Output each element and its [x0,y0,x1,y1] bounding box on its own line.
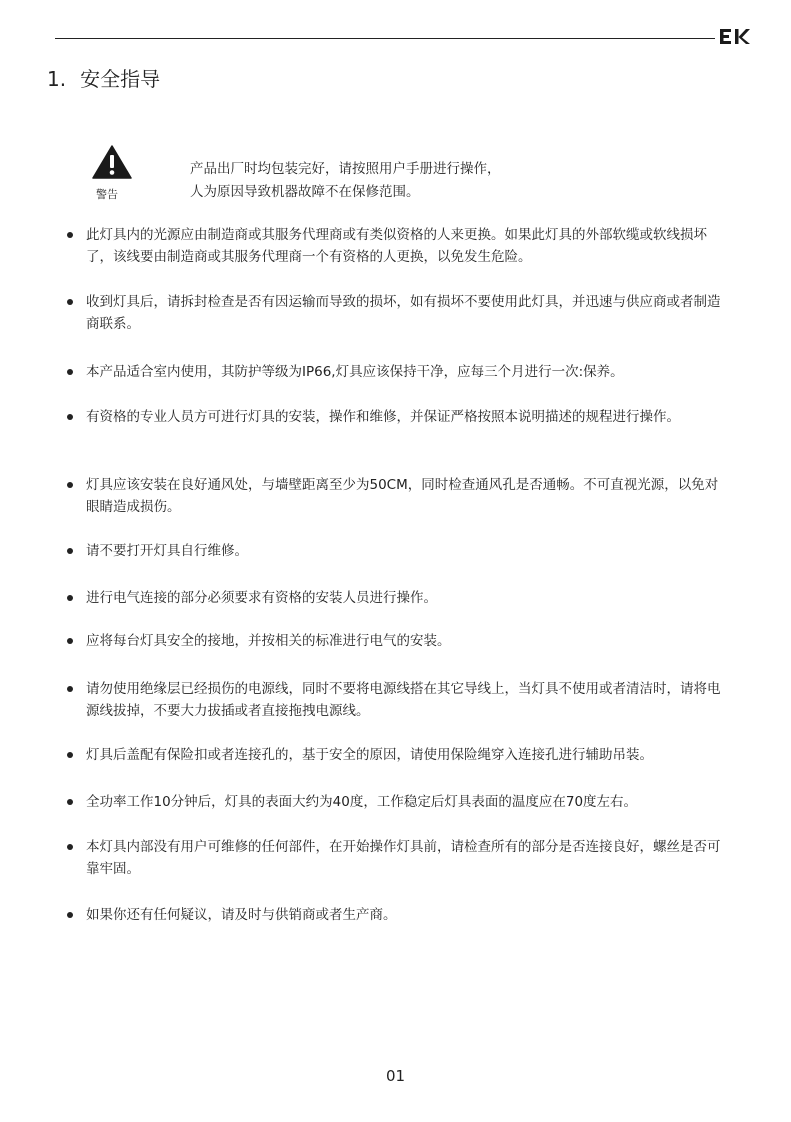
warning-line: 人为原因导致机器故障不在保修范围。 [190,184,420,200]
bullet-icon [67,299,73,305]
list-item [86,836,728,880]
warning-icon [92,145,132,179]
list-item [86,406,728,428]
list-item [86,540,728,562]
bullet-icon [67,799,73,805]
list-item-text: 应将每台灯具安全的接地，并按相关的标准进行电气的安装。 [86,633,451,649]
list-item [86,474,728,518]
list-item [86,224,728,268]
section-title-text: 安全指导 [80,67,161,91]
bullet-icon [67,232,73,238]
bullet-icon [67,844,73,850]
bullet-icon [67,686,73,692]
section-title [47,63,160,92]
page-number: 01 [385,1067,406,1085]
list-item [86,630,728,652]
ek-logo [718,26,752,48]
list-item [86,361,728,383]
list-item-text: 灯具应该安装在良好通风处，与墙壁距离至少为50CM，同时检查通风孔是否通畅。不可直视光源，以免对眼睛造成损伤。 [86,477,719,515]
list-item-text: 本灯具内部没有用户可维修的任何部件，在开始操作灯具前，请检查所有的部分是否连接良好，螺丝是否可靠牢固。 [86,839,721,877]
bullet-icon [67,548,73,554]
list-item [86,904,728,926]
header-rule [55,38,715,39]
list-item-text: 有资格的专业人员方可进行灯具的安装，操作和维修，并保证严格按照本说明描述的规程进行操作。 [86,409,680,425]
list-item-text: 请不要打开灯具自行维修。 [86,543,248,559]
list-item [86,291,728,335]
list-item [86,744,728,766]
warning-text [190,158,501,204]
bullet-icon [67,752,73,758]
bullet-icon [67,595,73,601]
bullet-icon [67,414,73,420]
list-item [86,678,728,722]
list-item [86,587,728,609]
list-item-text: 如果你还有任何疑议，请及时与供销商或者生产商。 [86,907,397,923]
bullet-icon [67,482,73,488]
list-item-text: 请勿使用绝缘层已经损伤的电源线，同时不要将电源线搭在其它导线上，当灯具不使用或者清洁时，请将电源线拔掉，不要大力拔插或者直接拖拽电源线。 [86,681,721,719]
list-item-text: 此灯具内的光源应由制造商或其服务代理商或有类似资格的人来更换。如果此灯具的外部软缆或软线损坏了，该线要由制造商或其服务代理商一个有资格的人更换，以免发生危险。 [86,227,707,265]
warning-label: 警告 [96,188,118,201]
list-item-text: 进行电气连接的部分必须要求有资格的安装人员进行操作。 [86,590,437,606]
list-item-text: 全功率工作10分钟后，灯具的表面大约为40度，工作稳定后灯具表面的温度应在70度左右。 [86,794,638,810]
warning-line: 产品出厂时均包装完好，请按照用户手册进行操作， [190,161,501,177]
list-item-text: 收到灯具后，请拆封检查是否有因运输而导致的损坏，如有损坏不要使用此灯具，并迅速与供应商或者制造商联系。 [86,294,721,332]
list-item-text: 本产品适合室内使用，其防护等级为IP66,灯具应该保持干净，应每三个月进行一次:保养。 [86,364,624,380]
bullet-icon [67,369,73,375]
section-number: 1. [47,67,67,91]
bullet-icon [67,638,73,644]
list-item [86,791,728,813]
bullet-icon [67,912,73,918]
list-item-text: 灯具后盖配有保险扣或者连接孔的，基于安全的原因，请使用保险绳穿入连接孔进行辅助吊装。 [86,747,653,763]
